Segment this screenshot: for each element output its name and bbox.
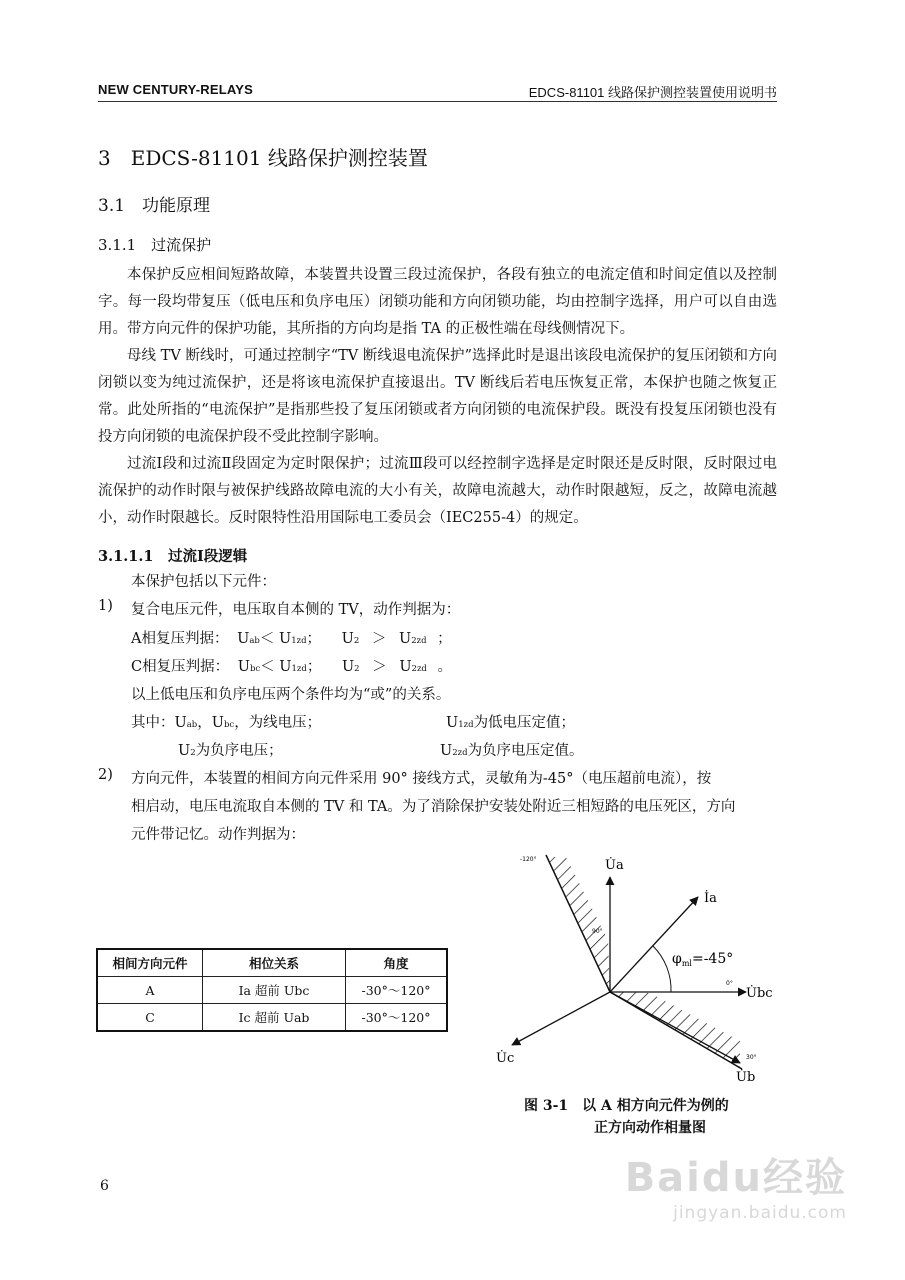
table-cell: C	[97, 1004, 203, 1032]
phasor-uc	[512, 992, 610, 1045]
item2-number: 2)	[98, 767, 113, 783]
body-paragraphs	[98, 262, 777, 532]
table-cell: Ia 超前 Ubc	[203, 977, 346, 1004]
logic-heading: 3.1.1.1 过流Ⅰ段逻辑	[98, 548, 248, 565]
where-u2: U2为负序电压；	[178, 743, 283, 759]
direction-element-table	[96, 948, 448, 1032]
criterion-a: A相复压判据： Uab＜ U1zd； U2 ＞ U2zd ；	[131, 631, 452, 647]
label-deg-30: 30°	[746, 1054, 757, 1061]
item1-text: 复合电压元件，电压取自本侧的 TV，动作判据为：	[131, 602, 461, 618]
table-header: 角度	[346, 949, 448, 977]
item2-line-3: 元件带记忆。动作判据为：	[131, 827, 305, 843]
table-row	[97, 977, 447, 1004]
label-ubc: U̇bc	[746, 986, 773, 1001]
table-cell: Ic 超前 Uab	[203, 1004, 346, 1032]
watermark-url: jingyan.baidu.com	[673, 1203, 847, 1223]
table-cell: -30°～120°	[346, 1004, 448, 1032]
label-ia: İa	[704, 891, 717, 906]
label-deg-90: 90°	[592, 928, 603, 935]
where-line-1: 其中：Uab，Ubc，为线电压；	[131, 715, 322, 731]
table-row	[97, 1004, 447, 1032]
paragraph-1: 本保护反应相间短路故障，本装置共设置三段过流保护，各段有独立的电流定值和时间定值以及控制字。每一段均带复压（低电压和负序电压）闭锁功能和方向闭锁功能，均由控制字选择，用户可以自由选用。带方向元件的保护功能，其所指的方向均是指 TA 的正极性端在母线侧情况下。	[98, 267, 777, 337]
figure-caption-line-1: 图 3-1 以 A 相方向元件为例的	[524, 1098, 729, 1114]
phasor-ia	[610, 897, 698, 992]
subsubsection-title: 3.1.1 过流保护	[98, 236, 212, 254]
criterion-c-label: C相复压判据：	[131, 659, 230, 675]
label-ub: U̇b	[736, 1070, 756, 1085]
paragraph-3: 过流Ⅰ段和过流Ⅱ段固定为定时限保护；过流Ⅲ段可以经控制字选择是定时限还是反时限，反时限过电流保护的动作时限与被保护线路故障电流的大小有关，故障电流越大，动作时限越短，反之，故障电流越小，动作时限越长。反时限特性沿用国际电工委员会（IEC255-4）的规定。	[98, 456, 777, 526]
item1-number: 1)	[98, 598, 113, 614]
figure-caption	[524, 1095, 729, 1139]
boundary-line-upper	[546, 855, 610, 992]
watermark-brand: Baidu经验	[624, 1155, 847, 1201]
criterion-c: C相复压判据： Ubc＜ U1zd； U2 ＞ U2zd 。	[131, 659, 452, 675]
header-divider	[98, 101, 777, 102]
table-header: 相位关系	[203, 949, 346, 977]
phasor-ub	[610, 992, 740, 1063]
baidu-watermark	[625, 1146, 847, 1223]
table-cell: -30°～120°	[346, 977, 448, 1004]
phasor-diagram	[490, 845, 790, 1095]
label-deg-0: 0°	[726, 980, 733, 987]
figure-caption-line-2: 正方向动作相量图	[594, 1120, 706, 1136]
paragraph-2: 母线 TV 断线时，可通过控制字“TV 断线退电流保护”选择此时是退出该段电流保护的复压闭锁和方向闭锁以变为纯过流保护，还是将该电流保护直接退出。TV 断线后若电压恢复正常，本保护也随之恢复正常。此处所指的“电流保护”是指那些投了复压闭锁或者方向闭锁的电流保护段。既没有投复压闭锁也没有投方向闭锁的电流保护段不受此控制字影响。	[98, 348, 777, 445]
logic-intro: 本保护包括以下元件：	[131, 574, 276, 590]
table-header-row	[97, 949, 447, 977]
page-number: 6	[100, 1178, 109, 1194]
criterion-a-label: A相复压判据：	[131, 631, 229, 647]
label-phi: $\varphi_{ml}=-45^\circ$	[672, 951, 734, 968]
table-header: 相间方向元件	[97, 949, 203, 977]
label-ua: U̇a	[605, 858, 624, 873]
where-u1zd: U1zd为低电压定值；	[446, 715, 576, 731]
label-deg-m120: -120°	[520, 856, 537, 863]
angle-arc	[653, 946, 671, 992]
label-uc: U̇c	[496, 1051, 515, 1066]
header-company: NEW CENTURY-RELAYS	[98, 82, 254, 97]
table-cell: A	[97, 977, 203, 1004]
or-relation: 以上低电压和负序电压两个条件均为“或”的关系。	[131, 687, 451, 703]
where-u2zd: U2zd为负序电压定值。	[440, 743, 584, 759]
subsection-title: 3.1 功能原理	[98, 196, 211, 216]
item2-line-1: 方向元件，本装置的相间方向元件采用 90° 接线方式，灵敏角为-45°（电压超前电流），按	[131, 771, 712, 787]
header-manual-title: EDCS-81101 线路保护测控装置使用说明书	[528, 85, 777, 100]
item2-line-2: 相启动，电压电流取自本侧的 TV 和 TA。为了消除保护安装处附近三相短路的电压死区，方向	[131, 799, 736, 815]
section-title: 3 EDCS-81101 线路保护测控装置	[98, 146, 428, 170]
